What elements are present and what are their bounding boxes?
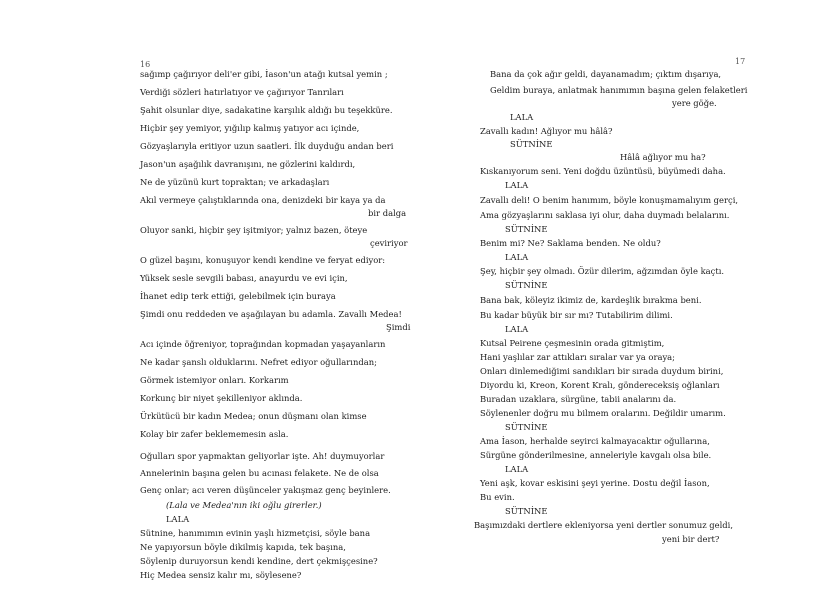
text-line: Ne yapıyorsun böyle dikilmiş kapıda, tek başına,	[140, 542, 346, 552]
text-line: Verdiği sözleri hatırlatıyor ve çağırıyor Tanrıları	[140, 87, 344, 97]
text-line: Gözyaşlarıyla eritiyor uzun saatleri. İlk duyduğu andan beri	[140, 141, 394, 151]
text-line: Sütnine, hanımımın evinin yaşlı hizmetçisi, söyle bana	[140, 528, 371, 538]
text-line: sağımp çağırıyor deli'er gibi, İason'un atağı kutsal yemin ;	[140, 69, 388, 79]
text-line: çeviriyor	[370, 238, 408, 248]
text-line: Buradan uzaklara, sürgüne, tabii analarını da.	[480, 394, 677, 404]
page-number-right: 17	[735, 57, 746, 66]
text-line: Hâlâ ağlıyor mu ha?	[620, 152, 706, 162]
text-line: Zavallı kadın! Ağlıyor mu hâlâ?	[480, 126, 613, 136]
text-line: Hiçbir şey yemiyor, yığılıp kalmış yatıyor acı içinde,	[140, 123, 360, 133]
speaker-name: SÜTNİNE	[505, 506, 548, 516]
text-line: Benim mi? Ne? Saklama benden. Ne oldu?	[480, 238, 661, 248]
text-line: Ürkütücü bir kadın Medea; onun düşmanı olan kimse	[140, 411, 367, 421]
text-line: Acı içinde öğreniyor, toprağından kopmadan yaşayanların	[140, 339, 386, 349]
text-line: Sürgüne gönderilmesine, anneleriyle kavgalı olsa bile.	[480, 450, 712, 460]
text-line: Ne de yüzünü kurt topraktan; ve arkadaşları	[140, 177, 330, 187]
speaker-name: LALA	[505, 252, 529, 262]
text-line: Hani yaşlılar zar attıkları sıralar var ya oraya;	[480, 352, 675, 362]
text-line: Bu kadar büyük bir sır mı? Tutabilirim dilimi.	[480, 310, 673, 320]
text-line: Diyordu ki, Kreon, Korent Kralı, göndereceksiş oğlanları	[480, 380, 720, 390]
speaker-name: SÜTNİNE	[505, 280, 548, 290]
text-line: O güzel başını, konuşuyor kendi kendine ve feryat ediyor:	[140, 255, 386, 265]
text-line: Başımızdaki dertlere ekleniyorsa yeni dertler sonumuz geldi,	[474, 520, 733, 530]
text-line: Şimdi	[386, 322, 411, 332]
text-line: Ama gözyaşlarını saklasa iyi olur, daha duymadı belalarını.	[480, 210, 730, 220]
text-line: Görmek istemiyor onları. Korkarım	[140, 375, 289, 385]
text-line: Bana bak, köleyiz ikimiz de, kardeşlik bırakma beni.	[480, 295, 702, 305]
speaker-name: SÜTNİNE	[505, 422, 548, 432]
text-line: Geldim buraya, anlatmak hanımımın başına gelen felaketleri	[490, 85, 748, 95]
speaker-name: LALA	[510, 112, 534, 122]
text-line: Jason'un aşağılık davranışını, ne gözlerini kaldırdı,	[140, 159, 356, 169]
speaker-name: LALA	[505, 180, 529, 190]
text-line: Kıskanıyorum seni. Yeni doğdu üzüntüsü, büyümedi daha.	[480, 166, 726, 176]
speaker-name: LALA	[505, 324, 529, 334]
text-line: Şahit olsunlar diye, sadakatine karşılık aldığı bu teşekküre.	[140, 105, 393, 115]
text-line: bir dalga	[368, 208, 407, 218]
text-line: yeni bir dert?	[662, 534, 720, 544]
text-line: Bana da çok ağır geldi, dayanamadım; çıktım dışarıya,	[490, 69, 722, 79]
text-line: Korkunç bir niyet şekilleniyor aklında.	[140, 393, 303, 403]
speaker-name: SÜTNİNE	[510, 139, 553, 149]
text-line: Şey, hiçbir şey olmadı. Özür dilerim, ağzımdan öyle kaçtı.	[480, 266, 725, 276]
text-line: Oluyor sanki, hiçbir şey işitmiyor; yalnız bazen, öteye	[140, 225, 368, 235]
stage-direction: (Lala ve Medea'nın iki oğlu girerler.)	[166, 500, 322, 510]
text-line: İhanet edip terk ettiği, gelebilmek için buraya	[140, 291, 336, 301]
text-line: Söylenenler doğru mu bilmem oralarını. Değildir umarım.	[480, 408, 726, 418]
text-line: Kutsal Peirene çeşmesinin orada gitmiştim,	[480, 338, 665, 348]
text-line: Annelerinin başına gelen bu acınası felakete. Ne de olsa	[140, 468, 379, 478]
text-line: Yüksek sesle sevgili babası, anayurdu ve evi için,	[140, 273, 348, 283]
speaker-name: SÜTNİNE	[505, 224, 548, 234]
text-line: Zavallı deli! O benim hanımım, böyle konuşmamalıyım gerçi,	[480, 195, 739, 205]
text-line: yere göğe.	[672, 98, 717, 108]
speaker-name: LALA	[166, 514, 190, 524]
text-line: Onları dinlemediğimi sandıkları bir sırada duydum birini,	[480, 366, 724, 376]
speaker-name: LALA	[505, 464, 529, 474]
text-line: Şimdi onu reddeden ve aşağılayan bu adamla. Zavallı Medea!	[140, 309, 402, 319]
text-line: Akıl vermeye çalıştıklarında ona, denizdeki bir kaya ya da	[140, 195, 386, 205]
text-line: Kolay bir zafer beklememesin asla.	[140, 429, 289, 439]
page-number-left: 16	[140, 60, 151, 69]
text-line: Hiç Medea sensiz kalır mı, söylesene?	[140, 570, 302, 580]
text-line: Genç onlar; acı veren düşünceler yakışmaz genç beyinlere.	[140, 485, 391, 495]
text-line: Bu evin.	[480, 492, 515, 502]
text-line: Söylenip duruyorsun kendi kendine, dert çekmişçesine?	[140, 556, 378, 566]
text-line: Oğulları spor yapmaktan geliyorlar işte. Ah! duymuyorlar	[140, 451, 385, 461]
text-line: Ne kadar şanslı olduklarını. Nefret ediyor oğullarından;	[140, 357, 377, 367]
text-line: Yeni aşk, kovar eskisini şeyi yerine. Dostu değil İason,	[480, 478, 710, 488]
text-line: Ama İason, herhalde seyirci kalmayacaktır oğullarına,	[480, 436, 710, 446]
